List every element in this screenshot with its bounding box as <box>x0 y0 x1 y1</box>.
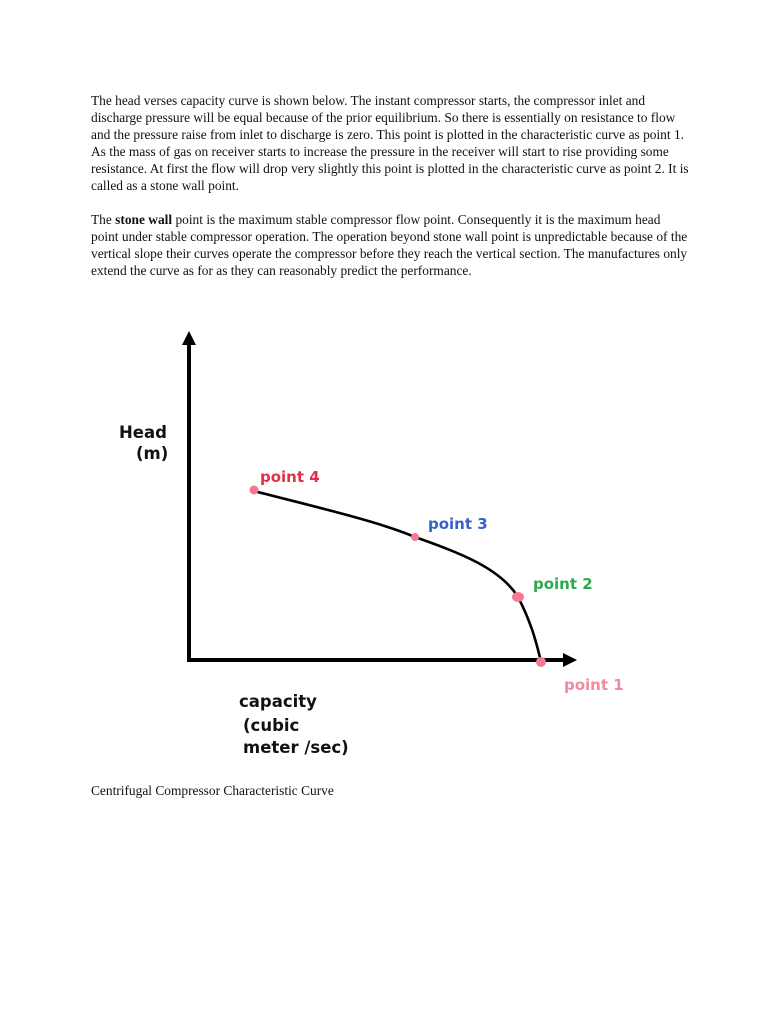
x-axis-arrow <box>563 653 577 667</box>
point-2-label: point 2 <box>533 575 593 593</box>
paragraph-stone-wall-prefix: The <box>91 212 116 227</box>
x-axis-label-line2: (cubic <box>243 716 300 735</box>
y-axis-label-line2: (m) <box>136 444 169 463</box>
point-3-marker <box>411 533 419 541</box>
x-axis-label-line1: capacity <box>239 692 317 711</box>
paragraph-intro: The head verses capacity curve is shown below. The instant compressor starts, the compressor inlet and discharge pressure will be equal because of the prior equilibrium. So there is essentially on resistance to flow and the pressure raise from inlet to discharge is zero. This point is plotted in the characteristic curve as point 1. As the mass of gas on receiver starts to increase the pressure in the receiver will start to rise providing some resistance. At first the flow will drop very slightly this point is plotted in the characteristic curve as point 2. It is called as a stone wall point. <box>91 93 689 193</box>
point-3-label: point 3 <box>428 515 488 533</box>
point-4-marker <box>250 486 259 495</box>
characteristic-curve <box>254 491 541 662</box>
point-1-label: point 1 <box>564 676 624 694</box>
point-2-marker <box>512 592 524 602</box>
paragraph-stone-wall-rest: point is the maximum stable compressor flow point. Consequently it is the maximum head point under stable compressor operation. The operation beyond stone wall point is unpredictable because of the vertical slope their curves operate the compressor before they reach the vertical section. The manufactures only extend the curve as for as they can reasonably predict the performance. <box>91 212 688 278</box>
figure-caption: Centrifugal Compressor Characteristic Curve <box>91 783 334 798</box>
x-axis-label-line3: meter /sec) <box>243 738 349 757</box>
y-axis-arrow <box>182 331 196 345</box>
point-1-marker <box>536 657 546 667</box>
y-axis-label-line1: Head <box>119 423 167 442</box>
point-4-label: point 4 <box>260 468 320 486</box>
stone-wall-term: stone wall <box>115 212 173 227</box>
